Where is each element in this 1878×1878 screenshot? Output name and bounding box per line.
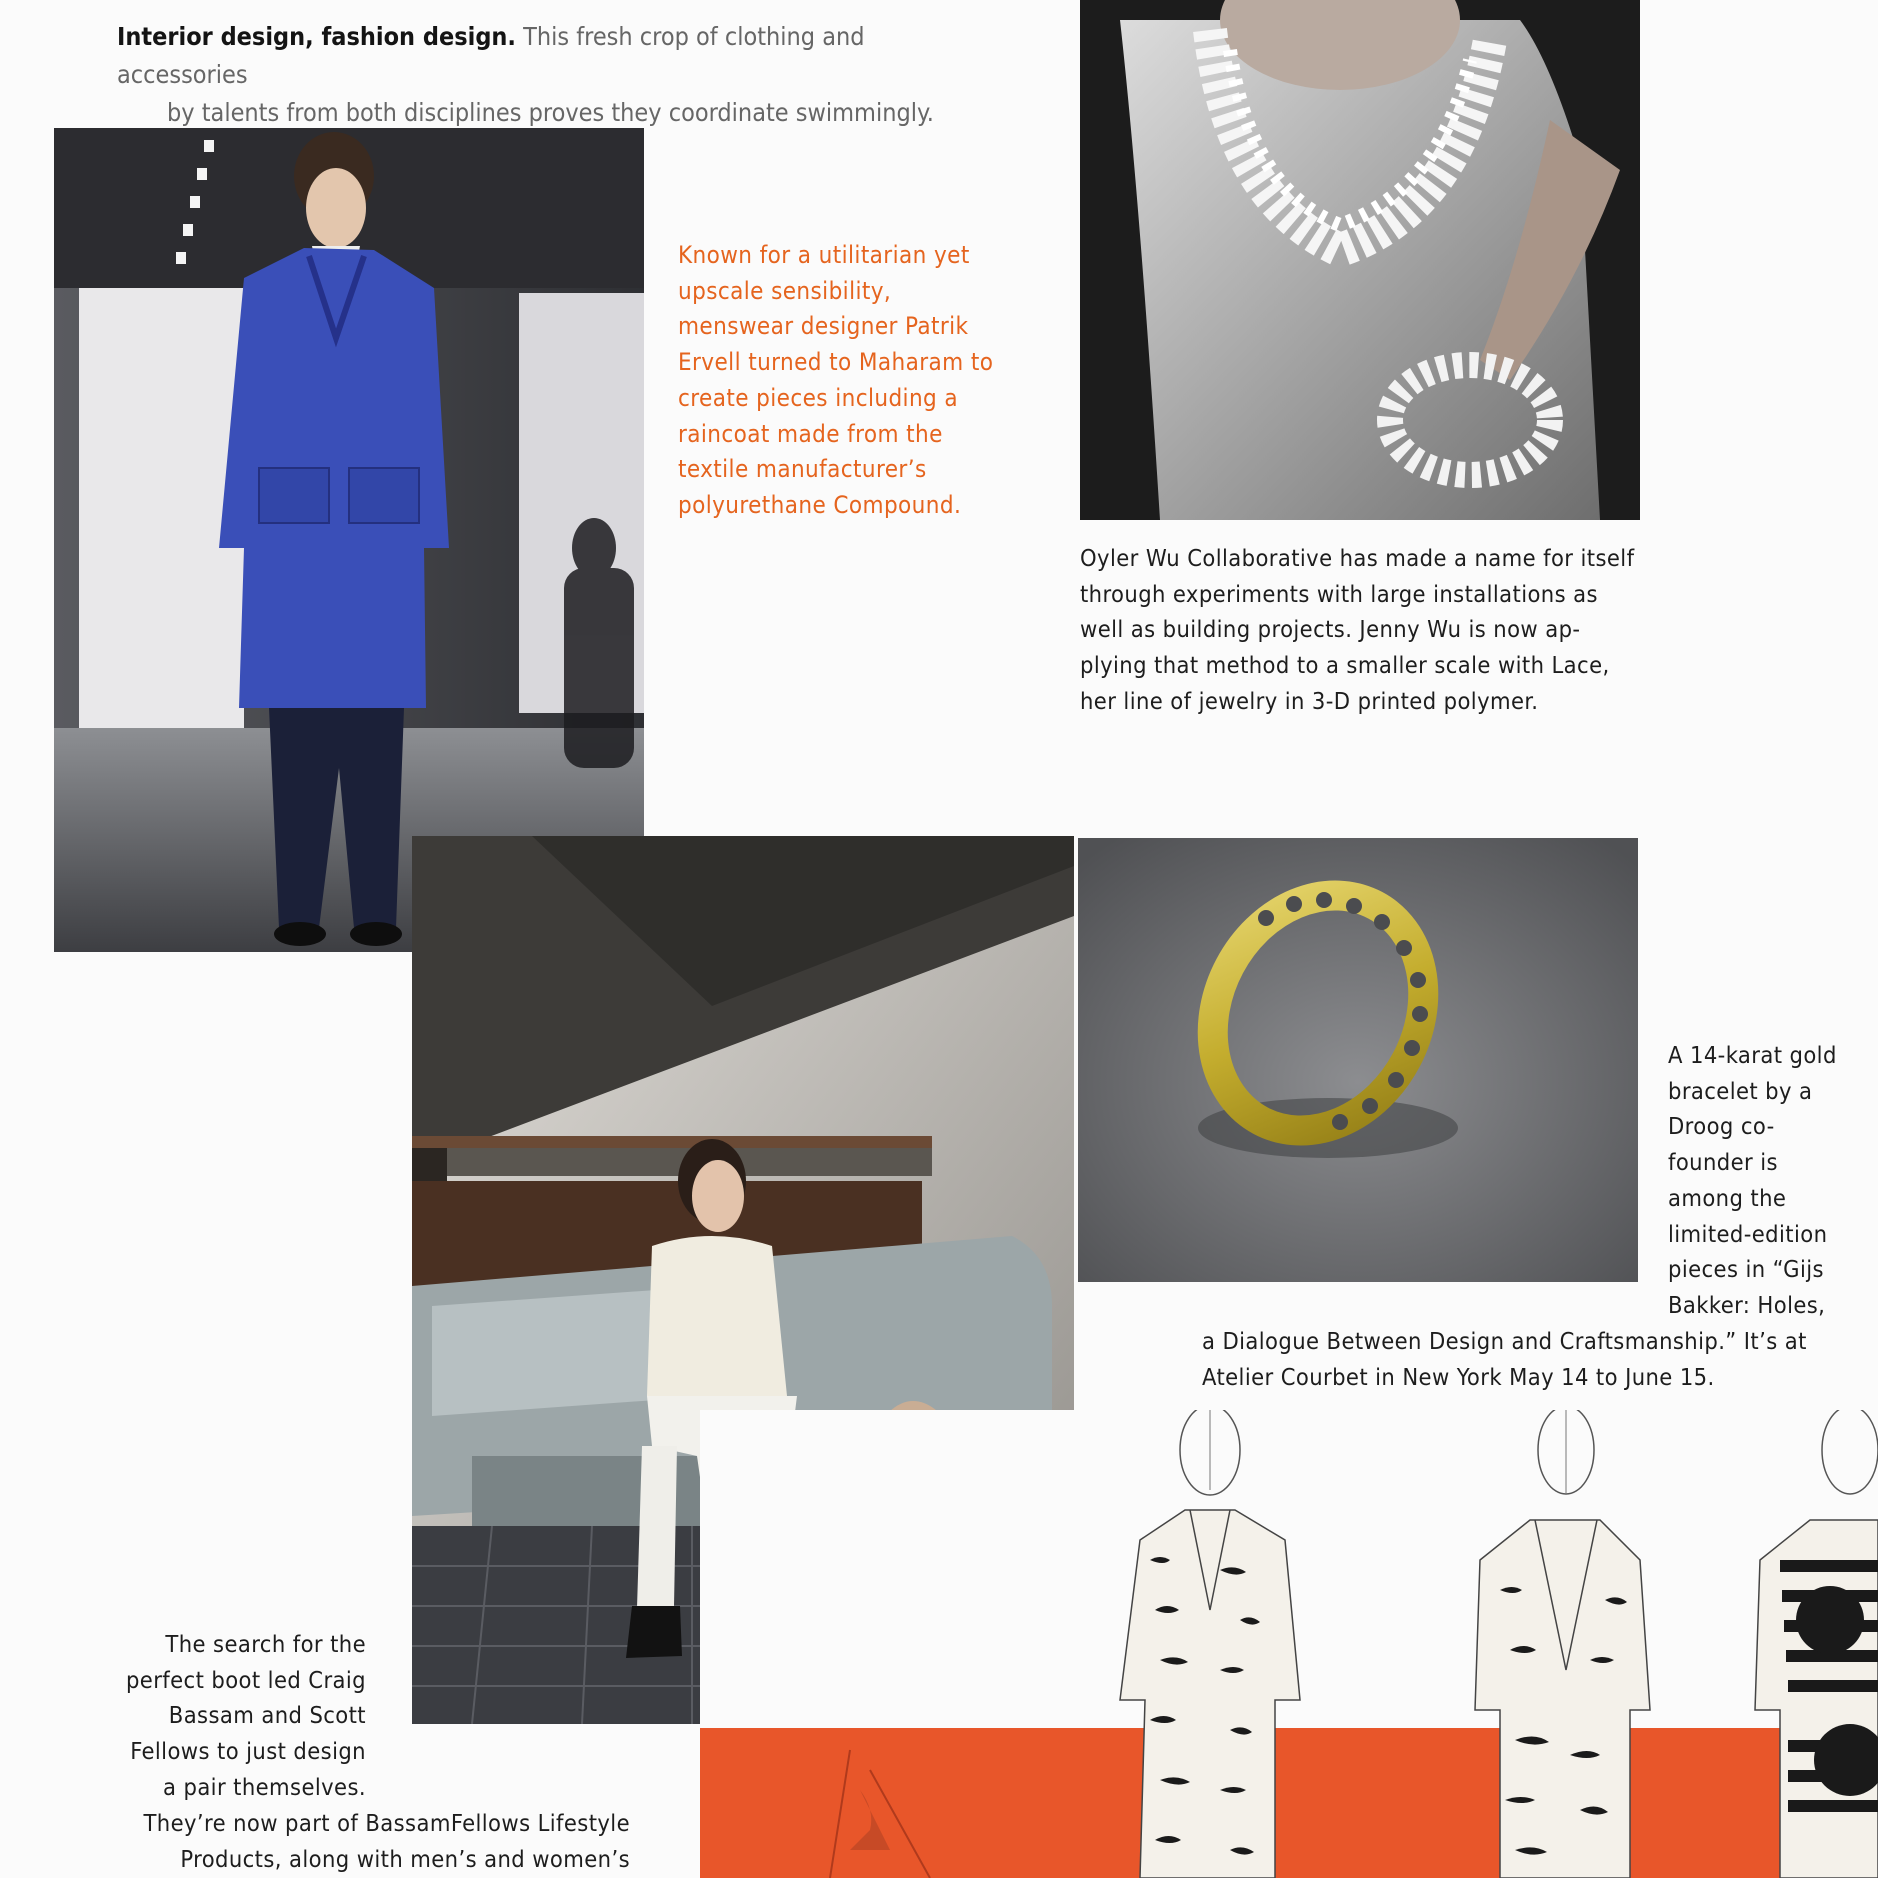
bracelet-caption-line: limited-edition — [1668, 1219, 1828, 1248]
bracelet-caption-line: bracelet by a — [1668, 1076, 1813, 1105]
ervell-caption-line: create pieces including a — [678, 383, 959, 412]
boot-caption-line: a pair themselves. — [163, 1772, 366, 1801]
ervell-caption-line: Ervell turned to Maharam to — [678, 348, 994, 377]
intro-heading: Interior design, fashion design. — [117, 22, 516, 51]
boot-caption-line: Fellows to just design — [130, 1737, 366, 1766]
boot-caption-continued — [143, 1806, 630, 1877]
boot-caption-line: perfect boot led Craig — [125, 1665, 366, 1694]
ervell-caption-line: menswear designer Patrik — [678, 312, 969, 341]
oyler-wu-caption — [1080, 541, 1640, 720]
ervell-caption — [678, 238, 993, 524]
boot-caption-line: Products, along with men’s and women’s — [180, 1844, 630, 1873]
ervell-caption-line: polyurethane Compound. — [678, 490, 962, 519]
intro-line-2: by talents from both disciplines proves they coordinate swimmingly. — [167, 98, 934, 127]
oyler-caption-line: plying that method to a smaller scale with Lace, — [1080, 651, 1610, 680]
fashion-sketches-illustration — [700, 1410, 1878, 1878]
oyler-caption-line: through experiments with large installations as — [1080, 579, 1598, 608]
ervell-caption-line: textile manufacturer’s — [678, 455, 927, 484]
boot-caption — [126, 1627, 366, 1806]
gold-bracelet-photo — [1078, 838, 1638, 1282]
bracelet-caption-line: Bakker: Holes, — [1668, 1290, 1826, 1319]
bracelet-caption-line: a Dialogue Between Design and Craftsmanship.” It’s at — [1202, 1327, 1807, 1355]
oyler-caption-line: Oyler Wu Collaborative has made a name for itself — [1080, 544, 1635, 572]
ervell-caption-line: raincoat made from the — [678, 419, 943, 448]
oyler-caption-line: well as building projects. Jenny Wu is now ap- — [1080, 615, 1581, 644]
bracelet-caption-line: Droog co- — [1668, 1112, 1775, 1141]
ervell-caption-line: Known for a utilitarian yet — [678, 241, 970, 269]
bracelet-caption-line: pieces in “Gijs — [1668, 1255, 1824, 1284]
bracelet-caption-line: A 14-karat gold — [1668, 1041, 1837, 1069]
boot-caption-line: They’re now part of BassamFellows Lifestyle — [143, 1809, 630, 1837]
boot-caption-line: Bassam and Scott — [168, 1701, 366, 1730]
runway-raincoat-photo — [54, 128, 644, 952]
bracelet-caption-line: Atelier Courbet in New York May 14 to June 15. — [1202, 1362, 1715, 1391]
bracelet-caption — [1668, 1038, 1837, 1324]
intro-text — [117, 18, 937, 132]
oyler-caption-line: her line of jewelry in 3-D printed polymer. — [1080, 686, 1539, 715]
boot-caption-line: The search for the — [165, 1630, 366, 1658]
intro-line-1: This fresh crop of clothing and accessories — [117, 22, 865, 89]
bracelet-caption-continued — [1202, 1324, 1807, 1395]
lace-jewelry-photo — [1080, 0, 1640, 520]
bracelet-caption-line: among the — [1668, 1183, 1787, 1212]
ervell-caption-line: upscale sensibility, — [678, 276, 892, 305]
bracelet-caption-line: founder is — [1668, 1148, 1778, 1177]
